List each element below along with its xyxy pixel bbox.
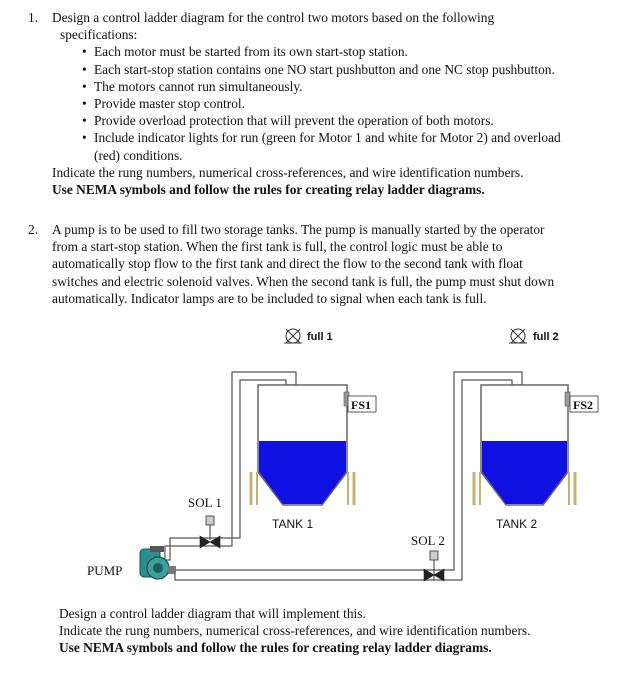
sol1-label: SOL 1 xyxy=(188,495,222,510)
list-item: • Each start-stop station contains one NO start pushbutton and one NC stop pushbutton. xyxy=(82,61,628,78)
pump-label: PUMP xyxy=(87,563,123,578)
list-item: • Provide master stop control. xyxy=(82,95,628,112)
tank-2 xyxy=(474,385,575,505)
question-2-line: automatically stop flow to the first tank and direct the flow to the second tank with float xyxy=(52,256,523,272)
question-2-line: automatically. Indicator lamps are to be included to signal when each tank is full. xyxy=(52,290,487,306)
question-1-nema: Use NEMA symbols and follow the rules for creating relay ladder diagrams. xyxy=(52,182,485,198)
question-1-number: 1. xyxy=(28,10,39,25)
tank-1-label: TANK 1 xyxy=(272,517,314,531)
lamp-full-2-label: full 2 xyxy=(533,331,559,343)
question-2-number: 2. xyxy=(28,222,39,237)
tank-1-liquid xyxy=(259,441,346,504)
float-switch-2 xyxy=(565,392,570,406)
list-item-line1: Include indicator lights for run (green for Motor 1 and white for Motor 2) and overload xyxy=(94,130,561,146)
question-1-intro-line1: Design a control ladder diagram for the control two motors based on the following xyxy=(52,10,495,25)
lamp-icon xyxy=(509,329,527,343)
list-item: • Provide overload protection that will prevent the operation of both motors. xyxy=(82,112,628,129)
question-1 xyxy=(28,9,628,198)
tank-process-diagram xyxy=(0,320,643,600)
fs1-label: FS1 xyxy=(351,398,372,412)
list-item xyxy=(82,129,628,163)
specification-list xyxy=(52,43,628,163)
lamp-full-1-label: full 1 xyxy=(307,331,333,343)
question-2-line: A pump is to be used to fill two storage tanks. The pump is manually started by the operator xyxy=(52,222,545,237)
closing-line1: Design a control ladder diagram that will implement this. xyxy=(59,606,366,621)
question-2-line: from a start-stop station. When the first tank is full, the control logic must be able to xyxy=(52,239,503,255)
lamp-icon xyxy=(284,329,302,343)
list-item: • The motors cannot run simultaneously. xyxy=(82,78,628,95)
sol2-label: SOL 2 xyxy=(411,533,445,548)
tank-2-liquid xyxy=(482,441,567,504)
question-1-indicate: Indicate the rung numbers, numerical cross-references, and wire identification numbers. xyxy=(52,164,524,180)
closing-instructions xyxy=(59,605,639,657)
list-item-line2: (red) conditions. xyxy=(94,147,183,163)
tank-2-label: TANK 2 xyxy=(496,517,538,531)
question-2 xyxy=(28,221,628,307)
tank-1 xyxy=(251,385,354,505)
question-1-intro-line2: specifications: xyxy=(60,27,138,43)
list-item: • Each motor must be started from its own start-stop station. xyxy=(82,43,628,60)
closing-line3: Use NEMA symbols and follow the rules for creating relay ladder diagrams. xyxy=(59,640,492,656)
closing-line2: Indicate the rung numbers, numerical cross-references, and wire identification numbers. xyxy=(59,623,531,639)
question-2-line: switches and electric solenoid valves. When the second tank is full, the pump must shut down xyxy=(52,273,555,289)
fs2-label: FS2 xyxy=(573,398,594,412)
